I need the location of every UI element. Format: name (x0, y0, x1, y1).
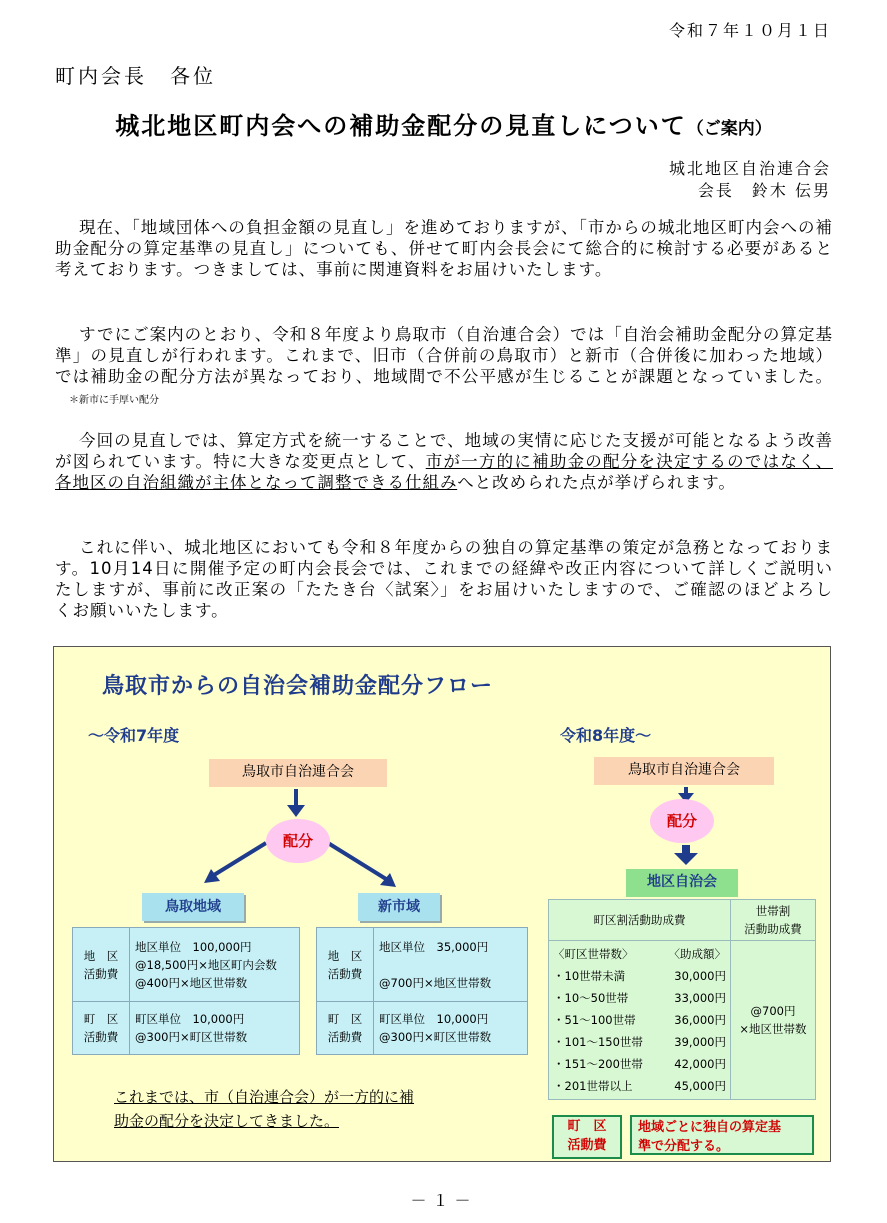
left-bottom-note: これまでは、市（自治連合会）が一方的に補 助金の配分を決定してきました。 (114, 1088, 415, 1130)
band-row: ・51～100世帯 36,000円 (553, 1013, 726, 1027)
shinshi-chou-label: 町 区 活動費 (317, 1002, 374, 1055)
era-label-right: 令和8年度～ (560, 726, 652, 745)
col2-header: 世帯割 活動助成費 (731, 900, 816, 941)
tottori-chiku-label: 地 区 活動費 (73, 928, 130, 1002)
underlined-key-change: 市が一方的に補助金の配分を決定するのではなく、各地区の自治組織が主体となって調整できる仕組み (55, 452, 833, 492)
region-shinshi: 新市域 (358, 893, 440, 921)
page-number: －１－ (410, 1191, 477, 1210)
haibun-bubble-right: 配分 (650, 799, 714, 843)
paragraph-2-note: ＊新市に手厚い配分 (69, 395, 159, 406)
source-box-left: 鳥取市自治連合会 (209, 759, 387, 787)
chart-title: 鳥取市からの自治会補助金配分フロー (102, 674, 494, 699)
per-household-rate: @700円 ×地区世帯数 (731, 941, 816, 1100)
district-council-box: 地区自治会 (626, 869, 738, 897)
subsidy-flow-chart (53, 646, 831, 1162)
allocation-table (548, 899, 816, 1100)
col1-header: 町区割活動助成費 (549, 900, 731, 941)
tottori-table (72, 927, 300, 1055)
band-row: ・201世帯以上 45,000円 (553, 1079, 726, 1093)
sender-organization: 城北地区自治連合会 (668, 159, 831, 178)
sender-name: 会長 鈴木 伝男 (697, 181, 831, 200)
band-row: ・10～50世帯 33,000円 (553, 991, 726, 1005)
band-row: ・10世帯未満 30,000円 (553, 969, 726, 983)
shinshi-chiku-values: 地区単位 35,000円 @700円×地区世帯数 (374, 928, 528, 1002)
shinshi-chou-values: 町区単位 10,000円 @300円×町区世帯数 (374, 1002, 528, 1055)
region-tottori: 鳥取地域 (142, 893, 244, 921)
shinshi-chiku-label: 地 区 活動費 (317, 928, 374, 1002)
tottori-chiku-values: 地区単位 100,000円 @18,500円×地区町内会数 @400円×地区世帯数 (130, 928, 300, 1002)
band-row: ・101～150世帯 39,000円 (553, 1035, 726, 1049)
paragraph-2: すでにご案内のとおり、令和８年度より鳥取市（自治連合会）では「自治会補助金配分の算定基準」の見直しが行われます。これまで、旧市（合併前の鳥取市）と新市（合併後に加わった地域）では補助金の配分方法が異なっており、地域間で不公平感が生じることが課題となっていました。＊新市に手厚い配分 (55, 325, 833, 406)
paragraph-1: 現在、「地域団体への負担金額の見直し」を進めておりますが、「市からの城北地区町内会への補助金配分の算定基準の見直し」についても、併せて町内会長会にて総合的に検討する必要があると考えております。つきましては、事前に関連資料をお届けいたします。 (55, 218, 833, 279)
household-bands: 〈町区世帯数〉 〈助成額〉 ・10世帯未満 30,000円 ・10～50世帯 33,000円 ・51～100世帯 36,000円 ・101～150世帯 39,000円 ・151～200世帯 42,000円 ・201世帯以上 45,000円 (549, 941, 731, 1100)
haibun-bubble-left: 配分 (266, 819, 330, 863)
custom-criteria-note: 地域ごとに独自の算定基 準で分配する。 (630, 1115, 814, 1155)
source-box-right: 鳥取市自治連合会 (594, 757, 774, 785)
tottori-chou-values: 町区単位 10,000円 @300円×町区世帯数 (130, 1002, 300, 1055)
era-label-left: ～令和7年度 (88, 726, 180, 745)
shinshi-table (316, 927, 528, 1055)
date: 令和７年１０月１日 (668, 21, 831, 40)
document-title: 城北地区町内会への補助金配分の見直しについて（ご案内） (115, 112, 772, 140)
paragraph-3: 今回の見直しでは、算定方式を統一することで、地域の実情に応じた支援が可能となるよう改善が図られています。特に大きな変更点として、市が一方的に補助金の配分を決定するのではなく、各地区の自治組織が主体となって調整できる仕組みへと改められた点が挙げられます。 (55, 431, 833, 492)
title-suffix: （ご案内） (686, 119, 772, 139)
tottori-chou-label: 町 区 活動費 (73, 1002, 130, 1055)
addressee: 町内会長 各位 (55, 64, 216, 88)
paragraph-4: これに伴い、城北地区においても令和８年度からの独自の算定基準の策定が急務となっております。10月14日に開催予定の町内会長会では、これまでの経緯や改正内容について詳しくご説明いたしますが、事前に改正案の「たたき台〈試案〉」をお届けいたしますので、ご確認のほどよろしくお願いいたします。 (55, 538, 833, 620)
chou-label-box: 町 区 活動費 (552, 1115, 622, 1159)
band-row: ・151～200世帯 42,000円 (553, 1057, 726, 1071)
